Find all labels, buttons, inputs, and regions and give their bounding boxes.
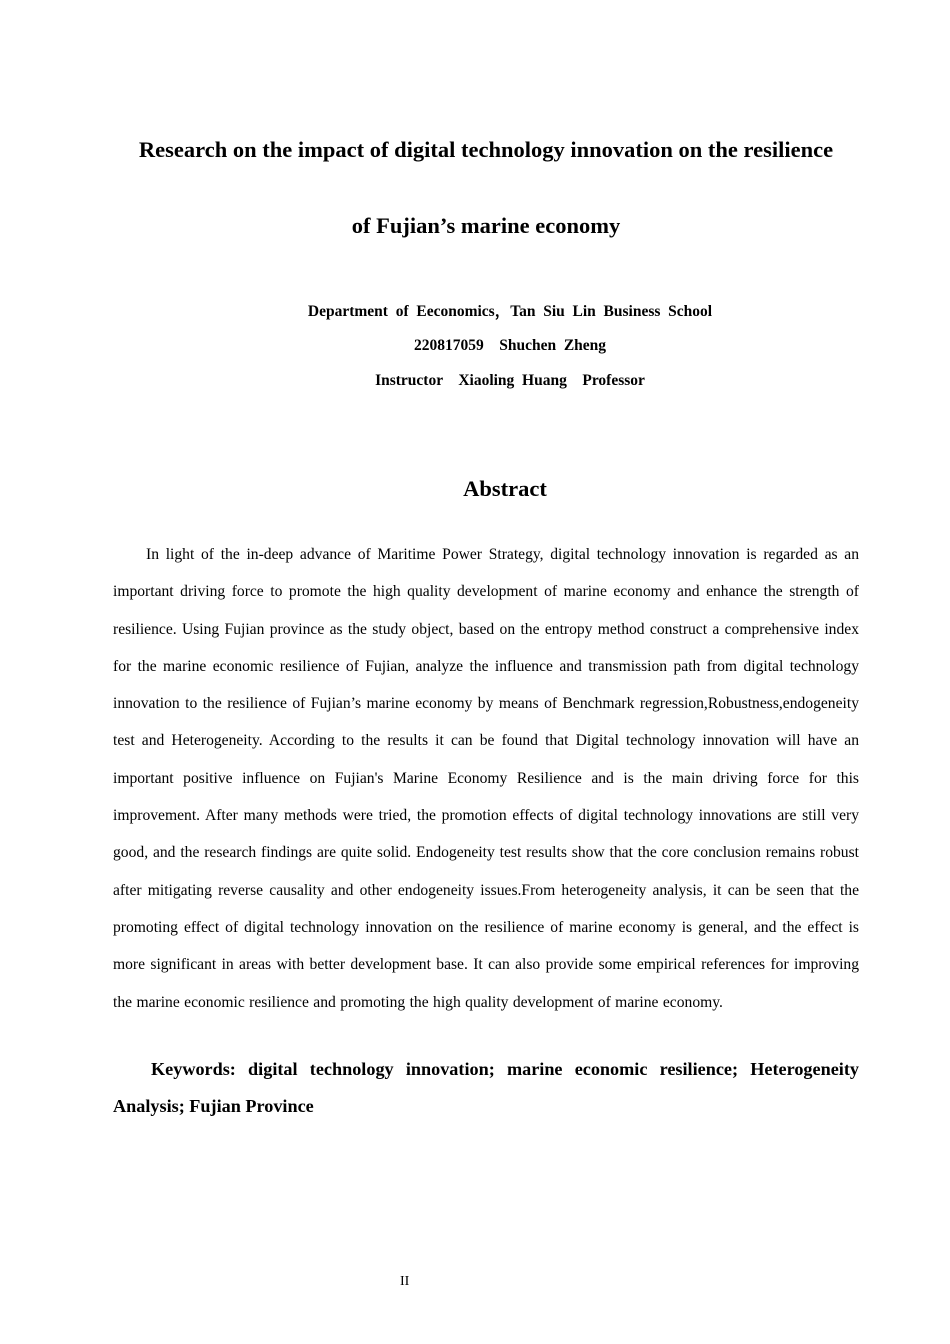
paper-title-line-1: Research on the impact of digital technology innovation on the resilience [138,137,834,162]
paper-title-line-2: of Fujian’s marine economy [351,213,621,238]
abstract-body: In light of the in-deep advance of Maritime Power Strategy, digital technology innovation is regarded as an important driving force to promote the high quality development of marine economy and enhance the strength of resilience. Using Fujian province as the study object, based on the entropy method construct a comprehensive index for the marine economic resilience of Fujian, analyze the influence and transmission path from digital technology innovation to the resilience of Fujian’s marine economy by means of Benchmark regression,Robustness,endogeneity test and Heterogeneity. According to the results it can be found that Digital technology innovation will have an important positive influence on Fujian's Marine Economy Resilience and is the main driving force for this improvement. After many methods were tried, the promotion effects of digital technology innovations are still very good, and the research findings are quite solid. Endogeneity test results show that the core conclusion remains robust after mitigating reverse causality and other endogeneity issues.From heterogeneity analysis, it can be seen that the promoting effect of digital technology innovation on the resilience of marine economy is general, and the effect is more significant in areas with better development base. It can also provide some empirical references for improving the marine economic resilience and promoting the high quality development of marine economy. [113,546,859,1011]
abstract-heading: Abstract [463,476,547,501]
keywords-paragraph: Keywords: digital technology innovation; marine economic resilience; Heterogeneity Analysis; Fujian Province [113,1059,859,1116]
department-line: Department of Eeconomics，Tan Siu Lin Business School [307,303,713,320]
student-line: 220817059 Shuchen Zheng [413,337,607,354]
page-number: II [400,1274,410,1289]
instructor-line: Instructor Xiaoling Huang Professor [375,372,645,389]
